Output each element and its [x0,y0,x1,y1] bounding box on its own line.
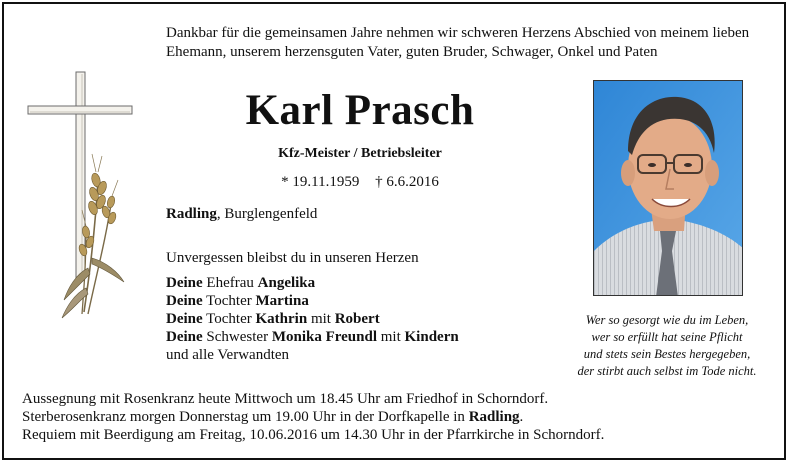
residence-rest: , Burglengenfeld [216,206,318,222]
mourner-extra: Robert [334,311,380,327]
profession: Kfz-Meister / Betriebsleiter [278,146,442,161]
mourner-role: Deine [166,293,203,309]
mourner-row [166,274,459,292]
service-line-2-place: Radling [468,409,520,425]
service-line-1: Aussegnung mit Rosenkranz heute Mittwoch um 18.45 Uhr am Friedhof in Schorndorf. [22,391,549,407]
intro-line-1: Dankbar für die gemeinsamen Jahre nehmen wir schweren Herzens Abschied von meinem lieben [166,25,750,41]
mourner-row [166,292,459,310]
mourner-join: mit [377,329,405,345]
portrait-photo [593,80,743,296]
poem-line: Wer so gesorgt wie du im Leben, [585,313,749,327]
mourner-relation: Tochter [202,311,256,327]
mourner-join: mit [307,311,335,327]
birth-date: * 19.11.1959 [281,174,360,190]
intro-line-2: Ehemann, unserem herzensguten Vater, guten Bruder, Schwager, Onkel und Paten [166,44,658,60]
mourner-relation: Tochter [202,293,256,309]
service-line-3: Requiem mit Beerdigung am Freitag, 10.06.2016 um 14.30 Uhr in der Pfarrkirche in Schorndorf. [22,427,605,443]
service-line-2-end: . [519,409,524,425]
unforgotten-line: Unvergessen bleibst du in unseren Herzen [166,250,419,266]
poem-line: und stets sein Bestes hergegeben, [583,347,751,361]
service-line-2-text: Sterberosenkranz morgen Donnerstag um 19.00 Uhr in der Dorfkapelle in [22,409,469,425]
mourners-last: und alle Verwandten [166,347,290,363]
intro-text [166,24,766,62]
service-line-2 [22,408,604,426]
mourner-row [166,310,459,328]
mourner-name: Martina [255,293,309,309]
cross-with-wheat-icon [26,68,134,324]
mourners-list [166,274,459,364]
poem-line: der stirbt auch selbst im Tode nicht. [577,364,757,378]
mourner-role: Deine [166,329,203,345]
mourner-row [166,328,459,346]
death-date: † 6.6.2016 [375,174,439,190]
deceased-name: Karl Prasch [245,87,475,134]
mourner-relation: Schwester [202,329,272,345]
mourner-role: Deine [166,275,203,291]
life-dates [190,174,530,191]
memorial-poem [562,312,772,380]
mourner-name: Kathrin [255,311,308,327]
mourner-relation: Ehefrau [202,275,258,291]
mourner-name: Monika Freundl [271,329,377,345]
mourner-name: Angelika [257,275,316,291]
mourner-role: Deine [166,311,203,327]
residence-town: Radling [166,206,217,222]
residence [166,206,317,223]
poem-line: wer so erfüllt hat seine Pflicht [591,330,743,344]
mourner-extra: Kindern [404,329,459,345]
service-announcements [22,390,604,444]
